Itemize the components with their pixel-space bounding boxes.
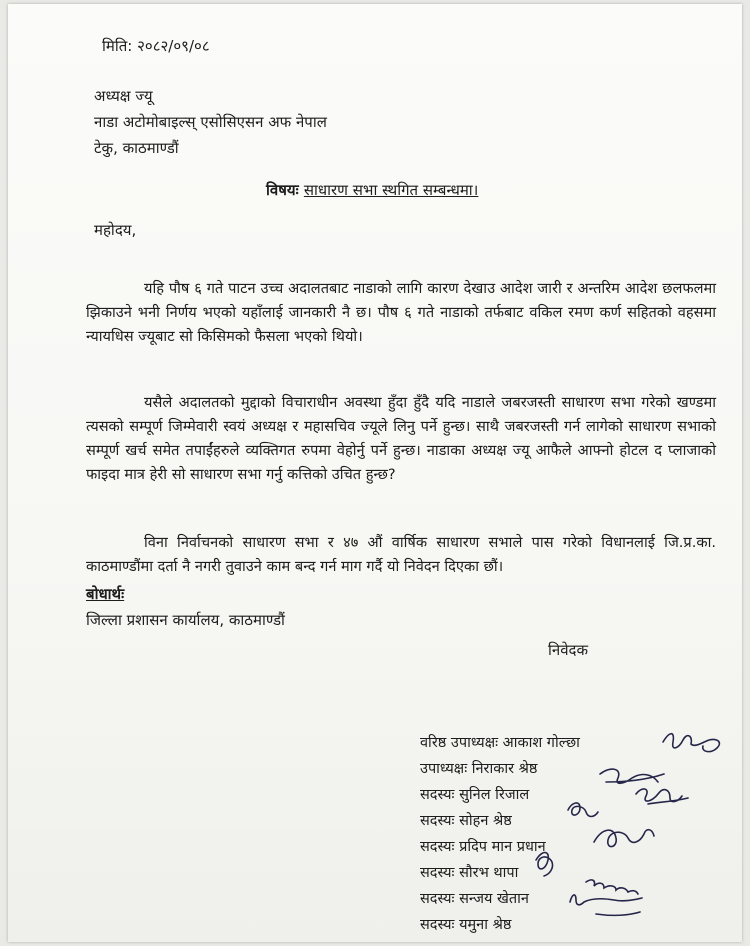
signatory-4: सदस्यः सोहन श्रेष्ठ [420,813,512,829]
letter-paper [8,4,742,942]
recipient-address: टेकु, काठमाण्डौं [94,139,179,157]
handwritten-signatures [8,4,742,942]
subject-label: विषयः [266,181,299,199]
body-paragraph-2: यसैले अदालतको मुद्दाको विचाराधीन अवस्था हुँदा हुँदै यदि नाडाले जबरजस्ती साधारण सभा गरेको खण्डमा त्यसको सम्पूर्ण जिम्मेवारी स्वयं अध्यक्ष र महासचिव ज्यूले लिनु पर्ने हुन्छ। साथै जबरजस्ती गर्न लागेको साधारण सभाको सम्पूर्ण खर्च समेत तपाईंहरुले व्यक्तिगत रुपमा वेहोर्नु पर्ने हुन्छ। नाडाका अध्यक्ष ज्यू आफैले आफ्नो होटल द प्लाजाको फाइदा मात्र हेरी सो साधारण सभा गर्नु कत्तिको उचित हुन्छ? [86,393,716,483]
signature-2 [600,769,664,783]
signature-5 [594,830,654,847]
recipient-organization: नाडा अटोमोबाइल्स् एसोसिएसन अफ नेपाल [94,113,327,131]
recipient-title: अध्यक्ष ज्यू [94,87,153,105]
signature-6 [536,853,553,877]
signatory-1: वरिष्ठ उपाध्यक्षः आकाश गोल्छा [420,735,580,751]
signatory-5: सदस्यः प्रदिप मान प्रधान [420,839,546,855]
bodharth-recipient: जिल्ला प्रशासन कार्यालय, काठमाण्डौं [86,611,285,629]
signatory-6: सदस्यः सौरभ थापा [420,865,519,881]
signatory-3: सदस्यः सुनिल रिजाल [420,787,530,803]
letter-date: मिति: २०८२/०९/०८ [102,37,210,55]
signatory-8: सदस्यः यमुना श्रेष्ठ [420,917,512,933]
nivedak-label: निवेदक [548,641,589,659]
signature-7 [586,880,638,894]
signature-1 [663,734,719,752]
bodharth-label: बोधार्थः [86,585,125,603]
subject-text: साधारण सभा स्थगित सम्बन्धमा। [303,181,479,199]
salutation: महोदय, [94,221,137,239]
signatory-2: उपाध्यक्षः निराकार श्रेष्ठ [420,761,538,777]
signatory-7: सदस्यः सन्जय खेतान [420,891,529,907]
signature-4 [568,803,598,817]
body-paragraph-3: विना निर्वाचनको साधारण सभा र ४७ औं वार्षिक साधारण सभाले पास गरेको विधानलाई जि.प्र.का. काठमाण्डौंमा दर्ता नै नगरी तुवाउने काम बन्द गर्न माग गर्दै यो निवेदन दिएका छौं। [86,533,716,575]
signature-8 [570,895,642,915]
signature-3 [636,789,688,804]
body-paragraph-1: यहि पौष ६ गते पाटन उच्च अदालतबाट नाडाको लागि कारण देखाउ आदेश जारी र अन्तरिम आदेश छलफलमा झिकाउने भनी निर्णय भएको यहाँलाई जानकारी नै छ। पौष ६ गते नाडाको तर्फबाट वकिल रमण कर्ण सहितको वहसमा न्यायधिस ज्यूबाट सो किसिमको फैसला भएको थियो। [86,279,716,345]
